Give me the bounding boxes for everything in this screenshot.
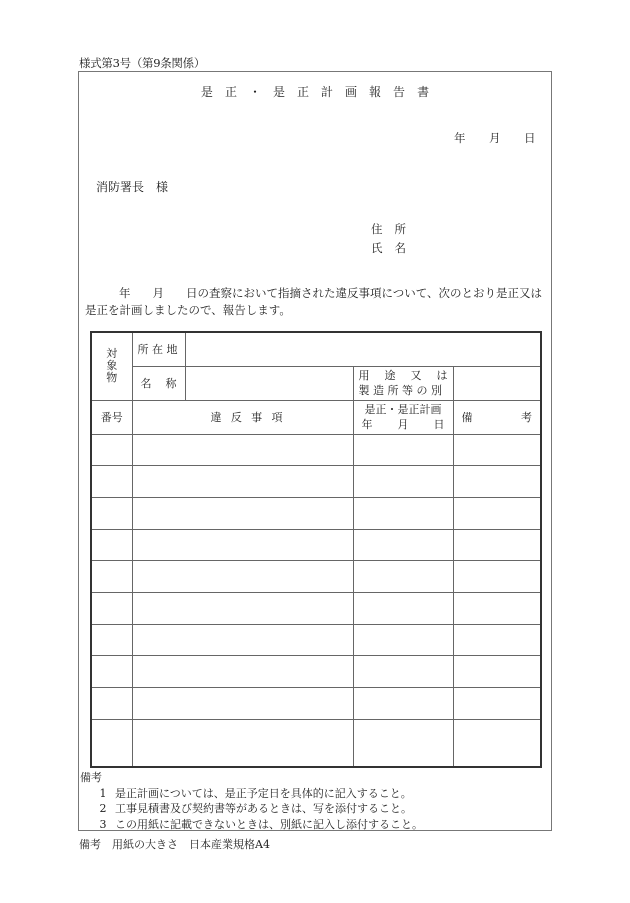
note-text: この用紙に記載できないときは、別紙に記入し添付すること。 bbox=[115, 817, 423, 831]
cell-violation[interactable] bbox=[132, 624, 353, 656]
cell-number[interactable] bbox=[91, 719, 132, 767]
table-row bbox=[91, 561, 541, 593]
cell-number[interactable] bbox=[91, 466, 132, 498]
title-char: 書 bbox=[417, 85, 430, 99]
target-char: 物 bbox=[106, 371, 118, 385]
target-char: 対 bbox=[106, 347, 118, 361]
note-number: 1 bbox=[99, 786, 107, 800]
violation-char: 反 bbox=[230, 411, 242, 424]
title-char: 正 bbox=[224, 85, 237, 99]
name-char: 称 bbox=[165, 377, 177, 390]
violation-report-table bbox=[90, 331, 542, 768]
cell-violation[interactable] bbox=[132, 719, 353, 767]
cell-correction-date[interactable] bbox=[353, 497, 453, 529]
statement-month: 月 bbox=[152, 286, 164, 300]
correction-char: 月 bbox=[397, 418, 409, 431]
table-row bbox=[91, 624, 541, 656]
cell-number[interactable] bbox=[91, 434, 132, 466]
target-object-label bbox=[91, 332, 132, 400]
location-field[interactable] bbox=[185, 332, 541, 366]
cell-correction-date[interactable] bbox=[353, 434, 453, 466]
title-char: 是 bbox=[200, 85, 213, 99]
cell-number[interactable] bbox=[91, 497, 132, 529]
cell-correction-date[interactable] bbox=[353, 529, 453, 561]
address-char: 所 bbox=[394, 222, 406, 236]
use-char: 途 bbox=[384, 369, 396, 382]
cell-violation[interactable] bbox=[132, 561, 353, 593]
remarks-char: 考 bbox=[521, 411, 532, 424]
use-char: は bbox=[436, 369, 448, 382]
cell-remarks[interactable] bbox=[453, 593, 541, 625]
cell-violation[interactable] bbox=[132, 529, 353, 561]
title-char: ・ bbox=[248, 85, 261, 99]
cell-remarks[interactable] bbox=[453, 656, 541, 688]
cell-number[interactable] bbox=[91, 624, 132, 656]
note-number: 3 bbox=[99, 817, 107, 831]
cell-remarks[interactable] bbox=[453, 529, 541, 561]
cell-correction-date[interactable] bbox=[353, 593, 453, 625]
correction-char: 日 bbox=[433, 418, 445, 431]
table-row bbox=[91, 688, 541, 720]
statement-text: 日の査察において指摘された違反事項について、次のとおり是正又は是正を計画しましたので、報告します。 bbox=[85, 286, 543, 317]
title-char: 正 bbox=[296, 85, 309, 99]
cell-violation[interactable] bbox=[132, 688, 353, 720]
correction-line1: 是正・是正計画 bbox=[364, 403, 442, 416]
header-correction-date bbox=[353, 400, 453, 434]
use-line2: 製 造 所 等 の 別 bbox=[358, 384, 442, 397]
name-label bbox=[371, 240, 406, 256]
date-month: 月 bbox=[489, 131, 501, 145]
name-char: 名 bbox=[394, 241, 406, 255]
violation-char: 違 bbox=[210, 411, 222, 424]
cell-number[interactable] bbox=[91, 561, 132, 593]
cell-correction-date[interactable] bbox=[353, 561, 453, 593]
object-name-field[interactable] bbox=[185, 366, 353, 400]
notes-section bbox=[80, 770, 423, 832]
table-row bbox=[91, 434, 541, 466]
note-item bbox=[80, 801, 423, 817]
cell-number[interactable] bbox=[91, 688, 132, 720]
table-row bbox=[91, 593, 541, 625]
note-text: 工事見積書及び契約書等があるときは、写を添付すること。 bbox=[115, 802, 412, 815]
cell-remarks[interactable] bbox=[453, 466, 541, 498]
cell-violation[interactable] bbox=[132, 466, 353, 498]
paper-size-note: 備考 用紙の大きさ 日本産業規格A4 bbox=[79, 838, 270, 851]
title-char: 画 bbox=[345, 85, 358, 99]
name-label bbox=[132, 366, 185, 400]
cell-violation[interactable] bbox=[132, 656, 353, 688]
report-statement bbox=[85, 285, 547, 319]
table-row bbox=[91, 719, 541, 767]
remarks-char: 備 bbox=[461, 411, 473, 424]
cell-correction-date[interactable] bbox=[353, 719, 453, 767]
header-violation bbox=[132, 400, 353, 434]
cell-remarks[interactable] bbox=[453, 719, 541, 767]
title-char: 告 bbox=[393, 85, 406, 99]
recipient: 消防署長 様 bbox=[96, 180, 169, 194]
date-year: 年 bbox=[454, 131, 466, 145]
use-category-label bbox=[353, 366, 453, 400]
table-row bbox=[91, 466, 541, 498]
cell-number[interactable] bbox=[91, 656, 132, 688]
cell-correction-date[interactable] bbox=[353, 624, 453, 656]
cell-number[interactable] bbox=[91, 529, 132, 561]
note-number: 2 bbox=[99, 802, 107, 815]
cell-remarks[interactable] bbox=[453, 497, 541, 529]
note-item bbox=[80, 786, 423, 802]
note-text: 是正計画については、是正予定日を具体的に記入すること。 bbox=[115, 786, 412, 800]
use-char: 用 bbox=[358, 369, 370, 382]
use-char: 又 bbox=[410, 369, 422, 382]
date-day: 日 bbox=[524, 131, 536, 145]
statement-year: 年 bbox=[119, 286, 131, 300]
address-char: 住 bbox=[371, 222, 383, 236]
cell-violation[interactable] bbox=[132, 593, 353, 625]
name-char: 氏 bbox=[371, 241, 383, 255]
violation-char: 事 bbox=[251, 411, 263, 424]
cell-remarks[interactable] bbox=[453, 688, 541, 720]
table-row bbox=[91, 656, 541, 688]
cell-violation[interactable] bbox=[132, 434, 353, 466]
cell-remarks[interactable] bbox=[453, 561, 541, 593]
use-category-field[interactable] bbox=[453, 366, 541, 400]
violation-char: 項 bbox=[271, 411, 283, 424]
title-char: 報 bbox=[369, 85, 382, 99]
table-row bbox=[91, 497, 541, 529]
header-remarks bbox=[453, 400, 541, 434]
correction-char: 年 bbox=[361, 418, 373, 431]
document-title bbox=[78, 83, 552, 100]
title-char: 是 bbox=[272, 85, 285, 99]
note-item bbox=[80, 817, 423, 833]
cell-correction-date[interactable] bbox=[353, 656, 453, 688]
cell-violation[interactable] bbox=[132, 497, 353, 529]
notes-title: 備考 bbox=[80, 771, 102, 784]
cell-correction-date[interactable] bbox=[353, 466, 453, 498]
cell-remarks[interactable] bbox=[453, 434, 541, 466]
cell-remarks[interactable] bbox=[453, 624, 541, 656]
location-label: 所 在 地 bbox=[132, 332, 185, 366]
title-char: 計 bbox=[321, 85, 334, 99]
table-row bbox=[91, 529, 541, 561]
cell-correction-date[interactable] bbox=[353, 688, 453, 720]
address-label bbox=[371, 221, 406, 237]
name-char: 名 bbox=[140, 377, 152, 390]
header-number: 番号 bbox=[91, 400, 132, 434]
cell-number[interactable] bbox=[91, 593, 132, 625]
form-id: 様式第3号（第9条関係） bbox=[79, 56, 206, 70]
target-char: 象 bbox=[106, 359, 118, 373]
